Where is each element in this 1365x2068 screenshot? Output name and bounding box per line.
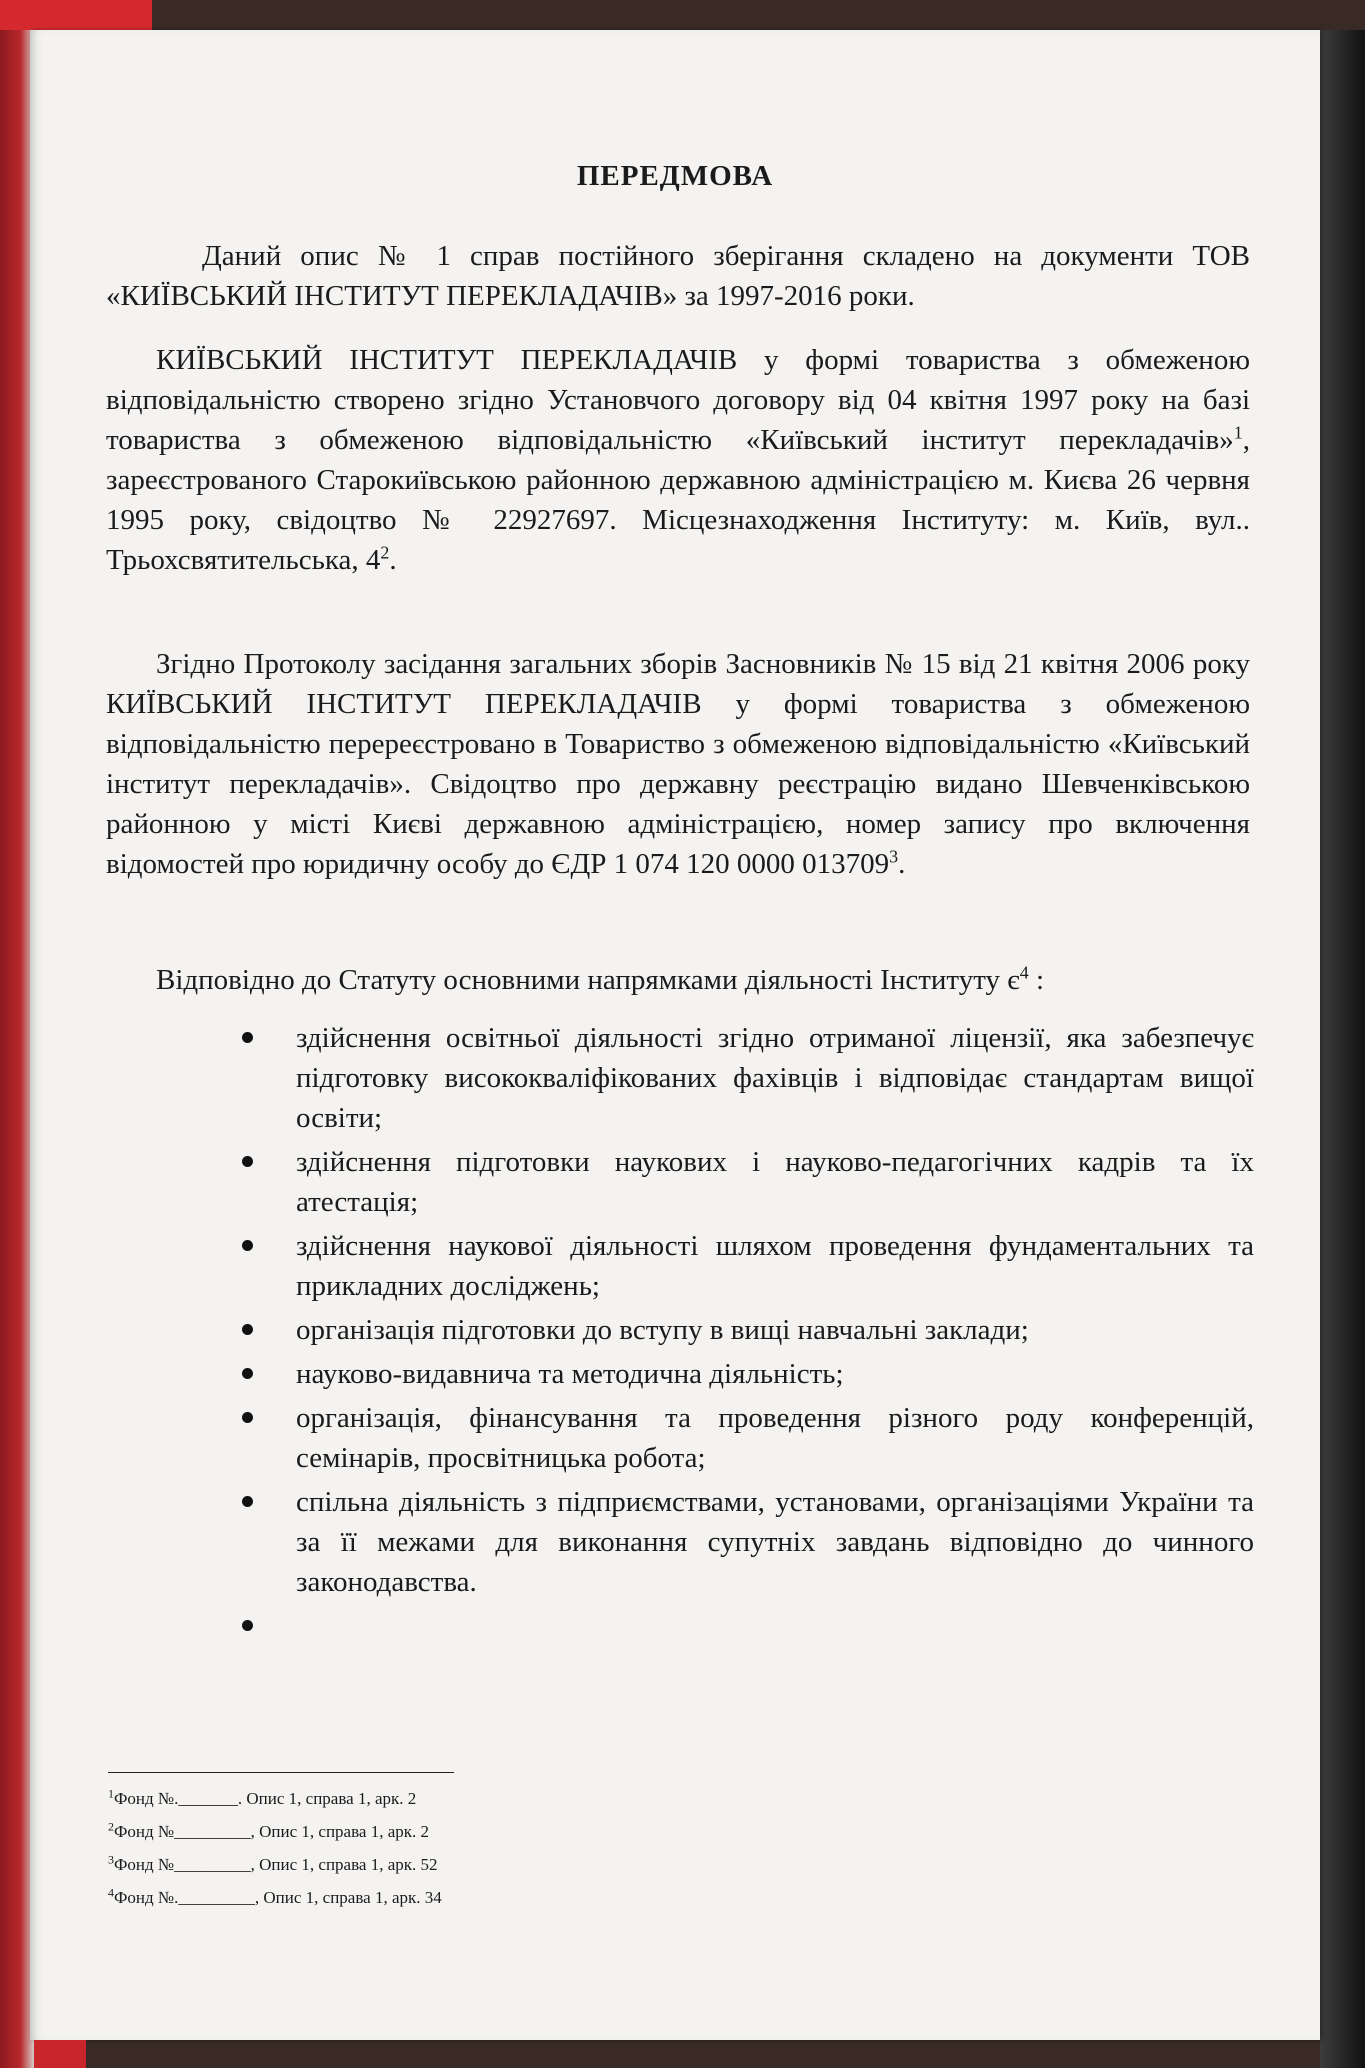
paragraph-founding-text-c: . [389, 544, 397, 576]
footnotes [108, 1782, 442, 1914]
paragraph-activities-text: Відповідно до Статуту основними напрямками діяльності Інституту є [156, 964, 1020, 996]
list-item-text: науково-видавнича та методична діяльність; [296, 1358, 844, 1390]
paragraph-reregistration [106, 644, 1250, 884]
list-item [242, 1354, 1254, 1394]
document-page [30, 30, 1320, 2040]
list-item [242, 1398, 1254, 1478]
list-item [242, 1226, 1254, 1306]
list-item [242, 1482, 1254, 1602]
page-edge-shadow [1320, 30, 1365, 2068]
paragraph-activities-intro [106, 960, 1250, 1000]
list-item-text: спільна діяльність з підприємствами, установами, організаціями України та за її межами для виконання супутніх завдань відповідно до чинного законодавства. [296, 1486, 1254, 1598]
list-item-empty [242, 1606, 1254, 1646]
paragraph-intro-text: Даний опис № 1 справ постійного зберігання складено на документи ТОВ «КИЇВСЬКИЙ ІНСТИТУТ ПЕРЕКЛАДАЧІВ» за 1997-2016 роки. [106, 240, 1250, 312]
paragraph-reregistration-text: Згідно Протоколу засідання загальних зборів Засновників № 15 від 21 квітня 2006 року КИЇВСЬКИЙ ІНСТИТУТ ПЕРЕКЛАДАЧІВ у формі товариства з обмеженою відповідальністю перереєстровано в Товариство з обмеженою відповідальністю «Київський інститут перекладачів». Свідоцтво про державну реєстрацію видано Шевченківською районною у місті Києві державною адміністрацією, номер запису про включення відомостей про юридичну особу до ЄДР 1 074 120 0000 013709 [106, 648, 1250, 880]
list-item [242, 1310, 1254, 1350]
list-item-text: здійснення наукової діяльності шляхом проведення фундаментальних та прикладних досліджень; [296, 1230, 1254, 1302]
footnote-mark: 3 [108, 1852, 114, 1867]
list-item-text: організація підготовки до вступу в вищі навчальні заклади; [296, 1314, 1029, 1346]
list-item-text: організація, фінансування та проведення різного роду конференцій, семінарів, просвітницька робота; [296, 1402, 1254, 1474]
list-item-text: здійснення освітньої діяльності згідно отриманої ліцензії, яка забезпечує підготовку висококваліфікованих фахівців і відповідає стандартам вищої освіти; [296, 1022, 1254, 1134]
footnote-divider [108, 1772, 454, 1773]
footnote-mark: 2 [108, 1819, 114, 1834]
paragraph-founding-text-b: , зареєстрованого Старокиївською районною державною адміністрацією м. Києва 26 червня 1995 року, свідоцтво № 22927697. Місцезнаходження Інституту: м. Київ, вул.. Трьохсвятительська, 4 [106, 424, 1250, 576]
paragraph-founding [106, 340, 1250, 580]
binder-tab-bottom [34, 2040, 86, 2068]
footnote-4 [108, 1881, 442, 1914]
paragraph-reregistration-end: . [898, 848, 906, 880]
footnote-ref-3[interactable]: 3 [889, 846, 899, 867]
paragraph-activities-colon: : [1028, 964, 1044, 996]
footnote-text: Фонд №._______. Опис 1, справа 1, арк. 2 [114, 1789, 417, 1808]
bullet-icon [242, 1368, 253, 1379]
bullet-icon [242, 1240, 253, 1251]
binder-tab-top [0, 0, 152, 30]
footnote-text: Фонд №._________, Опис 1, справа 1, арк. 34 [114, 1888, 442, 1907]
list-item [242, 1018, 1254, 1138]
footnote-ref-1[interactable]: 1 [1233, 422, 1243, 443]
footnote-2 [108, 1815, 442, 1848]
bullet-icon [242, 1324, 253, 1335]
bullet-icon [242, 1032, 253, 1043]
list-item-text: здійснення підготовки наукових і науково-педагогічних кадрів та їх атестація; [296, 1146, 1254, 1218]
footnote-mark: 1 [108, 1786, 114, 1801]
footnote-ref-2[interactable]: 2 [380, 542, 390, 563]
page-title: ПЕРЕДМОВА [576, 160, 774, 192]
paragraph-intro [106, 236, 1250, 316]
footnote-3 [108, 1848, 442, 1881]
footnote-text: Фонд №_________, Опис 1, справа 1, арк. 52 [114, 1855, 438, 1874]
footnote-text: Фонд №_________, Опис 1, справа 1, арк. 2 [114, 1822, 430, 1841]
paragraph-founding-text-a: КИЇВСЬКИЙ ІНСТИТУТ ПЕРЕКЛАДАЧІВ у формі товариства з обмеженою відповідальністю створено згідно Установчого договору від 04 квітня 1997 року на базі товариства з обмеженою відповідальністю «Київський інститут перекладачів» [106, 344, 1250, 456]
footnote-1 [108, 1782, 442, 1815]
bullet-icon [242, 1620, 253, 1631]
bullet-icon [242, 1496, 253, 1507]
bullet-icon [242, 1412, 253, 1423]
bullet-icon [242, 1156, 253, 1167]
list-item [242, 1142, 1254, 1222]
footnote-ref-4[interactable]: 4 [1019, 962, 1029, 983]
activities-list [242, 1018, 1254, 1650]
footnote-mark: 4 [108, 1885, 114, 1900]
